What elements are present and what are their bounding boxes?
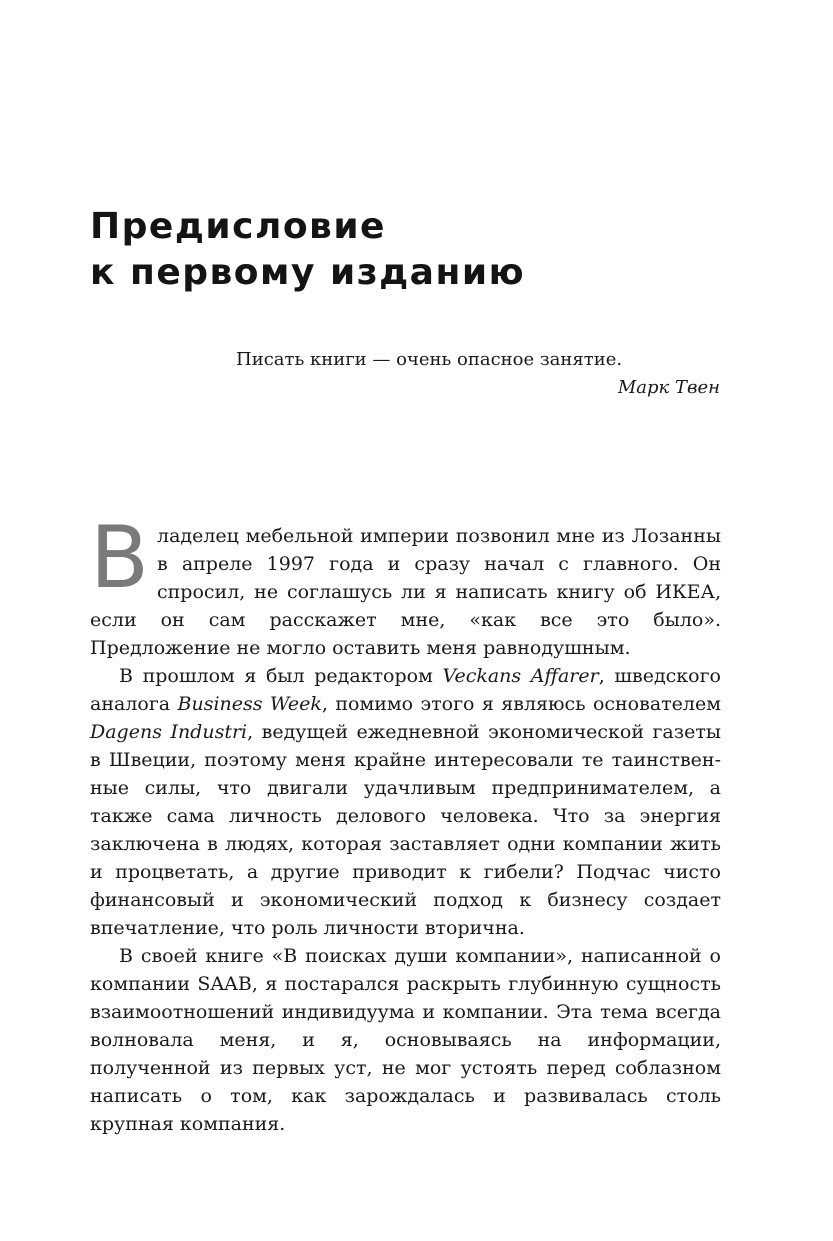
epigraph xyxy=(200,346,720,402)
paragraph-2 xyxy=(90,662,721,942)
drop-cap: В xyxy=(90,508,149,608)
magazine-name-veckans-affarer: Veckans Affarer xyxy=(442,665,599,687)
magazine-name-business-week: Business Week xyxy=(177,693,322,715)
paragraph-1 xyxy=(90,508,721,662)
paragraph-2-text-1: В прошлом я был редактором xyxy=(119,665,443,687)
chapter-title-line-2: к первому изданию xyxy=(90,252,526,293)
paragraph-2-text-4: , ведущей ежедневной экономической газеты в Швеции, поэтому меня крайне интересовали те таинственные силы, что двигали удачливым предпринимателем, а также сама личность делового человека. Что за энергия заключена в людях, которая заставляет одни компании жить и процветать, а другие приводит к гибели? Подчас чисто финансовый и экономический подход к бизнесу создает впечатление, что роль личности вторична. xyxy=(90,721,721,939)
paragraph-3-text: В своей книге «В поисках души компании», написанной о компании SAAB, я постарался раскрыть глубинную сущность взаимоотношений индивидуума и компании. Эта тема всегда волновала меня, и я, основываясь на информации, полученной из первых уст, не мог устоять перед соблазном написать о том, как зарождалась и развивалась столь крупная компания. xyxy=(90,945,721,1135)
epigraph-text: Писать книги — очень опасное занятие. xyxy=(236,349,623,370)
paragraph-2-text-3: , помимо этого я являюсь основателем xyxy=(321,693,721,715)
chapter-title-line-1: Предисловие xyxy=(90,206,386,247)
paragraph-2-text-2: , шведского аналога xyxy=(90,665,721,715)
chapter-title xyxy=(90,204,750,296)
epigraph-author: Марк Твен xyxy=(617,377,720,398)
body-text xyxy=(90,508,721,1138)
paragraph-3 xyxy=(90,942,721,1138)
paragraph-1-text: ладелец мебельной империи позвонил мне из Лозанны в апреле 1997 года и сразу начал с главного. Он спросил, не соглашусь ли я написать книгу об ИКЕА, если он сам расскажет мне, «как все это было». Предложение не могло оставить меня равнодушным. xyxy=(90,525,721,659)
newspaper-name-dagens-industri: Dagens Industri xyxy=(90,721,248,743)
